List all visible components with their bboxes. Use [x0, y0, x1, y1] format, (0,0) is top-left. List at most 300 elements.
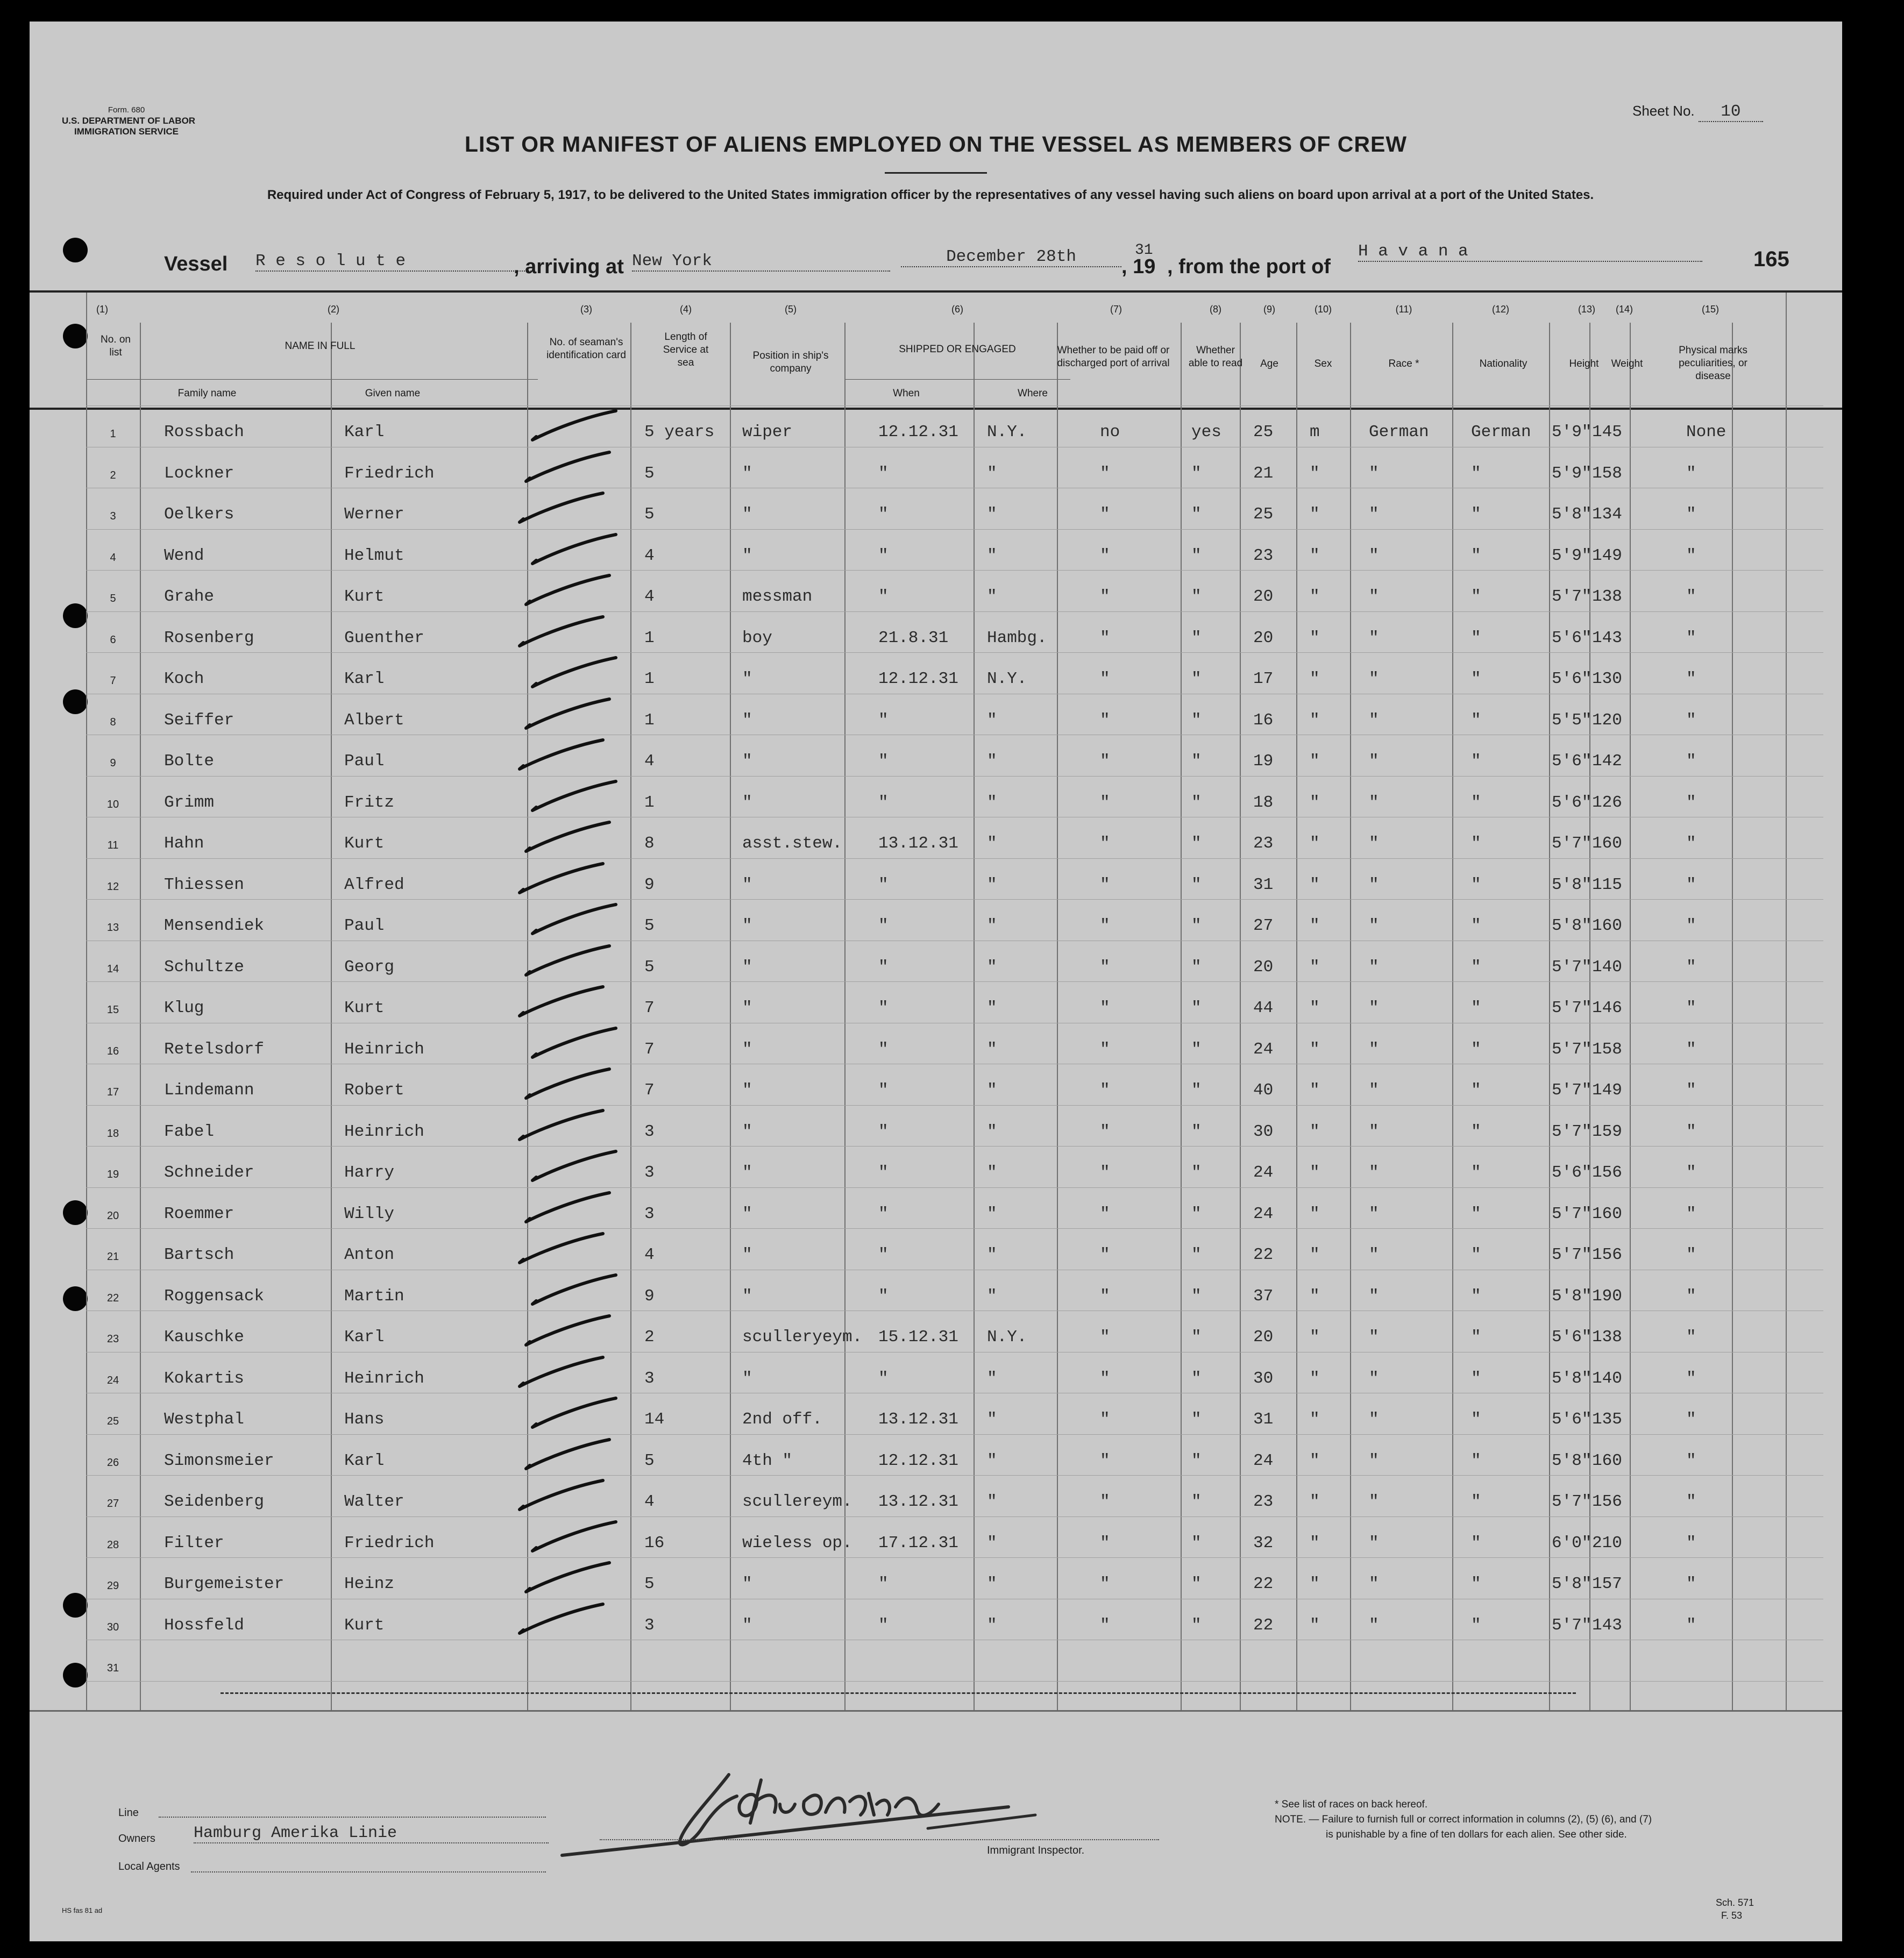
- punch-hole: [63, 1200, 88, 1225]
- owners-value: Hamburg Amerika Linie: [194, 1824, 549, 1843]
- punch-hole: [63, 238, 88, 262]
- weight-cell: 158: [1592, 1039, 1622, 1059]
- race-cell: ": [1369, 1615, 1379, 1635]
- weight-cell: 130: [1592, 670, 1622, 688]
- sex-cell: ": [1310, 1286, 1320, 1306]
- nationality-cell: ": [1471, 1286, 1481, 1306]
- given-name-cell: Kurt: [344, 587, 385, 606]
- row-number: 4: [110, 551, 116, 564]
- column-rule: [140, 323, 141, 1710]
- family-name-cell: Retelsdorf: [164, 1039, 265, 1059]
- form-f-number: F. 53: [1721, 1910, 1743, 1921]
- given-name-cell: Willy: [344, 1204, 395, 1223]
- column-rule: [1350, 323, 1351, 1710]
- nationality-cell: ": [1471, 670, 1481, 688]
- age-cell: 20: [1253, 1328, 1274, 1347]
- weight-cell: 160: [1592, 916, 1622, 935]
- family-name-cell: Kauschke: [164, 1328, 244, 1347]
- sex-cell: ": [1310, 793, 1320, 812]
- row-rule: [86, 1187, 1823, 1188]
- colnum-11: (11): [1395, 304, 1412, 315]
- col-weight: Weight: [1611, 358, 1643, 369]
- paid-off-cell: ": [1100, 1369, 1110, 1388]
- nationality-cell: ": [1471, 1369, 1481, 1388]
- height-cell: 5'7": [1552, 1122, 1592, 1141]
- row-number: 18: [106, 1127, 119, 1140]
- row-rule: [86, 1475, 1823, 1476]
- col-able-read: Whether able to read: [1188, 345, 1243, 369]
- shipped-when-cell: 12.12.31: [878, 1451, 958, 1470]
- able-read-cell: ": [1191, 1369, 1202, 1388]
- service-length-cell: 4: [644, 587, 655, 606]
- shipped-when-cell: ": [878, 1245, 889, 1264]
- row-number: 24: [106, 1374, 119, 1386]
- nationality-cell: ": [1471, 546, 1481, 565]
- shipped-when-cell: ": [878, 505, 889, 524]
- sex-cell: ": [1310, 628, 1320, 647]
- family-name-cell: Bartsch: [164, 1245, 235, 1264]
- able-read-cell: yes: [1191, 423, 1221, 442]
- age-cell: 25: [1253, 423, 1274, 442]
- shipped-where-cell: ": [987, 834, 997, 853]
- nationality-cell: ": [1471, 752, 1481, 771]
- age-cell: 19: [1253, 752, 1274, 771]
- paid-off-cell: ": [1100, 628, 1110, 647]
- check-mark-icon: [523, 696, 615, 734]
- paid-off-cell: ": [1100, 1575, 1110, 1593]
- race-cell: ": [1369, 752, 1379, 771]
- age-cell: 44: [1253, 999, 1274, 1017]
- service-length-cell: 4: [644, 1245, 655, 1264]
- physical-marks-cell: ": [1686, 875, 1696, 894]
- family-name-cell: Grahe: [164, 587, 215, 606]
- weight-cell: 149: [1592, 546, 1622, 565]
- nationality-cell: ": [1471, 1039, 1481, 1059]
- nationality-cell: ": [1471, 834, 1481, 853]
- row-number: 10: [106, 798, 119, 810]
- height-cell: 5'7": [1552, 1492, 1592, 1511]
- row-number: 31: [106, 1662, 119, 1674]
- given-name-cell: Robert: [344, 1081, 404, 1100]
- shipped-where-cell: ": [987, 1410, 997, 1429]
- given-name-cell: Albert: [344, 710, 404, 730]
- position-cell: ": [742, 1163, 752, 1182]
- able-read-cell: ": [1191, 1328, 1202, 1347]
- shipped-when-cell: ": [878, 1163, 889, 1182]
- height-cell: 5'6": [1552, 670, 1592, 688]
- weight-cell: 134: [1592, 505, 1622, 524]
- position-cell: ": [742, 999, 752, 1017]
- age-cell: 30: [1253, 1369, 1274, 1388]
- able-read-cell: ": [1191, 916, 1202, 935]
- age-cell: 30: [1253, 1122, 1274, 1141]
- sheet-number: 10: [1699, 102, 1763, 122]
- vessel-name: R e s o l u t e: [255, 252, 535, 272]
- shipped-when-cell: ": [878, 1081, 889, 1100]
- sex-cell: ": [1310, 505, 1320, 524]
- check-mark-icon: [523, 1560, 615, 1597]
- position-cell: ": [742, 546, 752, 565]
- shipped-when-cell: 13.12.31: [878, 834, 958, 853]
- shipped-when-cell: ": [878, 1122, 889, 1141]
- col-shipped: SHIPPED OR ENGAGED: [899, 344, 1016, 355]
- column-rule: [1732, 323, 1733, 1710]
- paid-off-cell: ": [1100, 752, 1110, 771]
- race-cell: ": [1369, 1451, 1379, 1470]
- row-number: 11: [107, 839, 119, 851]
- family-name-cell: Burgemeister: [164, 1575, 285, 1593]
- paid-off-cell: ": [1100, 1492, 1110, 1511]
- race-cell: ": [1369, 710, 1379, 730]
- row-number: 3: [110, 510, 116, 522]
- age-cell: 24: [1253, 1039, 1274, 1059]
- service-length-cell: 5: [644, 1451, 655, 1470]
- race-cell: ": [1369, 1039, 1379, 1059]
- family-name-cell: Seiffer: [164, 710, 235, 730]
- weight-cell: 157: [1592, 1575, 1622, 1593]
- col-family-name: Family name: [177, 388, 237, 399]
- age-cell: 20: [1253, 628, 1274, 647]
- inspector-line: [600, 1839, 1159, 1840]
- age-cell: 23: [1253, 834, 1274, 853]
- weight-cell: 160: [1592, 1204, 1622, 1223]
- weight-cell: 149: [1592, 1081, 1622, 1100]
- family-name-cell: Schultze: [164, 957, 244, 977]
- nationality-cell: ": [1471, 1410, 1481, 1429]
- service-length-cell: 1: [644, 710, 655, 730]
- nationality-cell: ": [1471, 957, 1481, 977]
- column-rule: [1240, 323, 1241, 1710]
- family-name-cell: Schneider: [164, 1163, 254, 1182]
- paid-off-cell: ": [1100, 710, 1110, 730]
- sex-cell: ": [1310, 546, 1320, 565]
- row-rule: [86, 405, 1823, 406]
- races-note: * See list of races on back hereof.: [1275, 1799, 1428, 1810]
- service-length-cell: 4: [644, 546, 655, 565]
- height-cell: 5'8": [1552, 875, 1592, 894]
- col-given-name: Given name: [365, 388, 421, 399]
- check-mark-icon: [530, 1025, 621, 1063]
- shipped-when-cell: ": [878, 546, 889, 565]
- sex-cell: ": [1310, 1163, 1320, 1182]
- race-cell: ": [1369, 1575, 1379, 1593]
- age-cell: 17: [1253, 670, 1274, 688]
- service-length-cell: 3: [644, 1204, 655, 1223]
- nationality-cell: ": [1471, 1533, 1481, 1553]
- given-name-cell: Karl: [344, 1328, 385, 1347]
- able-read-cell: ": [1191, 793, 1202, 812]
- shipped-when-cell: 13.12.31: [878, 1492, 958, 1511]
- row-number: 26: [106, 1456, 119, 1469]
- form-number: Form. 680: [108, 105, 145, 115]
- shipped-where-cell: ": [987, 1081, 997, 1100]
- shipped-where-cell: ": [987, 875, 997, 894]
- able-read-cell: ": [1191, 1533, 1202, 1553]
- paid-off-cell: ": [1100, 916, 1110, 935]
- owners-label: Owners: [118, 1833, 155, 1845]
- family-name-cell: Rosenberg: [164, 628, 254, 647]
- shipped-where-cell: ": [987, 793, 997, 812]
- height-cell: 5'6": [1552, 1163, 1592, 1182]
- family-name-cell: Klug: [164, 999, 204, 1017]
- service-length-cell: 8: [644, 834, 655, 853]
- sex-cell: ": [1310, 1615, 1320, 1635]
- name-subheader-line: [86, 379, 538, 380]
- service-length-cell: 3: [644, 1122, 655, 1141]
- position-cell: boy: [742, 628, 772, 647]
- column-rule: [1181, 323, 1182, 1710]
- position-cell: ": [742, 1081, 752, 1100]
- position-cell: ": [742, 1039, 752, 1059]
- weight-cell: 145: [1592, 423, 1622, 442]
- nationality-cell: ": [1471, 1575, 1481, 1593]
- row-rule: [86, 776, 1823, 777]
- shipped-when-cell: 12.12.31: [878, 423, 958, 442]
- sheet-number-field: [1632, 102, 1763, 122]
- shipped-where-cell: ": [987, 1039, 997, 1059]
- weight-cell: 120: [1592, 710, 1622, 730]
- race-cell: ": [1369, 587, 1379, 606]
- row-rule: [86, 1434, 1823, 1435]
- page-title: LIST OR MANIFEST OF ALIENS EMPLOYED ON THE VESSEL AS MEMBERS OF CREW: [464, 132, 1408, 156]
- sex-cell: m: [1310, 423, 1320, 442]
- race-cell: ": [1369, 1369, 1379, 1388]
- shipped-when-cell: ": [878, 710, 889, 730]
- paid-off-cell: ": [1100, 1615, 1110, 1635]
- col-paid-off: Whether to be paid off or discharged port of arrival: [1057, 345, 1170, 369]
- check-mark-icon: [530, 1519, 621, 1556]
- age-cell: 25: [1253, 505, 1274, 524]
- paid-off-cell: ": [1100, 793, 1110, 812]
- colnum-14: (14): [1615, 304, 1633, 315]
- sex-cell: ": [1310, 1245, 1320, 1264]
- col-name-in-full: NAME IN FULL: [285, 340, 356, 352]
- colnum-2: (2): [328, 304, 339, 315]
- row-rule: [86, 529, 1823, 530]
- check-mark-icon: [530, 531, 621, 569]
- paid-off-cell: ": [1100, 505, 1110, 524]
- race-cell: ": [1369, 464, 1379, 483]
- height-cell: 5'9": [1552, 546, 1592, 565]
- family-name-cell: Kokartis: [164, 1369, 244, 1388]
- shipped-where-cell: ": [987, 464, 997, 483]
- check-mark-icon: [517, 984, 608, 1021]
- nationality-cell: ": [1471, 505, 1481, 524]
- race-cell: ": [1369, 1410, 1379, 1429]
- age-cell: 31: [1253, 1410, 1274, 1429]
- physical-marks-cell: ": [1686, 505, 1696, 524]
- shipped-where-cell: ": [987, 710, 997, 730]
- given-name-cell: Werner: [344, 505, 404, 524]
- service-length-cell: 5: [644, 1575, 655, 1593]
- row-number: 8: [110, 716, 116, 728]
- paid-off-cell: ": [1100, 1122, 1110, 1141]
- race-cell: ": [1369, 670, 1379, 688]
- age-cell: 24: [1253, 1204, 1274, 1223]
- stamp-number: 165: [1753, 247, 1789, 271]
- service-length-cell: 9: [644, 1286, 655, 1306]
- check-mark-icon: [517, 1354, 608, 1392]
- paid-off-cell: ": [1100, 1328, 1110, 1347]
- row-rule: [86, 1557, 1823, 1558]
- check-mark-icon: [530, 1148, 621, 1186]
- race-cell: ": [1369, 1204, 1379, 1223]
- column-rule: [974, 323, 975, 1710]
- title-underline: [885, 172, 987, 174]
- paid-off-cell: ": [1100, 957, 1110, 977]
- given-name-cell: Heinrich: [344, 1039, 424, 1059]
- age-cell: 23: [1253, 1492, 1274, 1511]
- able-read-cell: ": [1191, 546, 1202, 565]
- nationality-cell: ": [1471, 464, 1481, 483]
- able-read-cell: ": [1191, 1081, 1202, 1100]
- shipped-when-cell: ": [878, 957, 889, 977]
- given-name-cell: Karl: [344, 670, 385, 688]
- physical-marks-cell: ": [1686, 916, 1696, 935]
- able-read-cell: ": [1191, 628, 1202, 647]
- shipped-where-cell: N.Y.: [987, 1328, 1027, 1347]
- age-cell: 40: [1253, 1081, 1274, 1100]
- punch-hole: [63, 1663, 88, 1688]
- family-name-cell: Mensendiek: [164, 916, 265, 935]
- physical-marks-cell: ": [1686, 587, 1696, 606]
- shipped-where-cell: ": [987, 587, 997, 606]
- col-seaman-card: No. of seaman's identification card: [546, 337, 626, 361]
- colnum-3: (3): [580, 304, 592, 315]
- check-mark-icon: [530, 901, 621, 939]
- weight-cell: 143: [1592, 628, 1622, 647]
- nationality-cell: ": [1471, 1492, 1481, 1511]
- column-rule: [1057, 323, 1058, 1710]
- race-cell: ": [1369, 628, 1379, 647]
- nationality-cell: ": [1471, 628, 1481, 647]
- given-name-cell: Heinz: [344, 1575, 395, 1593]
- able-read-cell: ": [1191, 505, 1202, 524]
- shipped-subheader-line: [844, 379, 1070, 380]
- punch-hole: [63, 1286, 88, 1311]
- shipped-where-cell: N.Y.: [987, 423, 1027, 442]
- shipped-when-cell: ": [878, 752, 889, 771]
- height-cell: 5'7": [1552, 587, 1592, 606]
- weight-cell: 138: [1592, 1328, 1622, 1347]
- paid-off-cell: ": [1100, 546, 1110, 565]
- nationality-cell: German: [1471, 423, 1531, 442]
- row-number: 30: [106, 1621, 119, 1633]
- physical-marks-cell: ": [1686, 1122, 1696, 1141]
- able-read-cell: ": [1191, 752, 1202, 771]
- shipped-where-cell: ": [987, 1492, 997, 1511]
- given-name-cell: Martin: [344, 1286, 404, 1306]
- colnum-6: (6): [951, 304, 963, 315]
- weight-cell: 138: [1592, 587, 1622, 606]
- physical-marks-cell: None: [1686, 423, 1727, 442]
- weight-cell: 126: [1592, 793, 1622, 812]
- race-cell: ": [1369, 1533, 1379, 1553]
- sex-cell: ": [1310, 1081, 1320, 1100]
- race-cell: ": [1369, 1492, 1379, 1511]
- shipped-when-cell: ": [878, 1575, 889, 1593]
- colnum-1: (1): [96, 304, 108, 315]
- row-number: 14: [106, 963, 119, 975]
- check-mark-icon: [530, 408, 621, 445]
- physical-marks-cell: ": [1686, 1451, 1696, 1470]
- height-cell: 5'8": [1552, 1575, 1592, 1593]
- sex-cell: ": [1310, 464, 1320, 483]
- colnum-7: (7): [1110, 304, 1122, 315]
- sex-cell: ": [1310, 752, 1320, 771]
- given-name-cell: Anton: [344, 1245, 395, 1264]
- paid-off-cell: ": [1100, 1245, 1110, 1264]
- physical-marks-cell: ": [1686, 1204, 1696, 1223]
- able-read-cell: ": [1191, 1122, 1202, 1141]
- given-name-cell: Alfred: [344, 875, 404, 894]
- able-read-cell: ": [1191, 1575, 1202, 1593]
- age-cell: 31: [1253, 875, 1274, 894]
- service-length-cell: 9: [644, 875, 655, 894]
- family-name-cell: Hossfeld: [164, 1615, 244, 1635]
- colnum-15: (15): [1701, 304, 1719, 315]
- shipped-where-cell: ": [987, 1122, 997, 1141]
- nationality-cell: ": [1471, 793, 1481, 812]
- sex-cell: ": [1310, 1533, 1320, 1553]
- row-number: 27: [106, 1498, 119, 1510]
- weight-cell: 210: [1592, 1533, 1622, 1553]
- check-mark-icon: [517, 1601, 608, 1639]
- check-mark-icon: [517, 614, 608, 651]
- row-number: 25: [106, 1415, 119, 1427]
- family-name-cell: Thiessen: [164, 875, 244, 894]
- shipped-when-cell: ": [878, 1286, 889, 1306]
- race-cell: ": [1369, 834, 1379, 853]
- service-length-cell: 3: [644, 1163, 655, 1182]
- punch-hole: [63, 689, 88, 714]
- race-cell: ": [1369, 1163, 1379, 1182]
- shipped-where-cell: ": [987, 1286, 997, 1306]
- shipped-when-cell: ": [878, 1615, 889, 1635]
- colnum-12: (12): [1491, 304, 1509, 315]
- height-cell: 5'8": [1552, 505, 1592, 524]
- check-mark-icon: [523, 1066, 615, 1103]
- physical-marks-cell: ": [1686, 1163, 1696, 1182]
- race-cell: ": [1369, 999, 1379, 1017]
- nationality-cell: ": [1471, 875, 1481, 894]
- paid-off-cell: ": [1100, 1081, 1110, 1100]
- paid-off-cell: ": [1100, 875, 1110, 894]
- race-cell: ": [1369, 505, 1379, 524]
- shipped-when-cell: ": [878, 1039, 889, 1059]
- height-cell: 5'9": [1552, 464, 1592, 483]
- row-rule: [86, 899, 1823, 900]
- height-cell: 5'7": [1552, 1039, 1592, 1059]
- physical-marks-cell: ": [1686, 1410, 1696, 1429]
- service-length-cell: 5 years: [644, 423, 715, 442]
- nationality-cell: ": [1471, 1163, 1481, 1182]
- col-age: Age: [1260, 358, 1278, 369]
- position-cell: ": [742, 505, 752, 524]
- shipped-where-cell: ": [987, 752, 997, 771]
- family-name-cell: Seidenberg: [164, 1492, 265, 1511]
- check-mark-icon: [530, 1272, 621, 1309]
- colnum-10: (10): [1314, 304, 1332, 315]
- column-rule: [1549, 323, 1550, 1710]
- physical-marks-cell: ": [1686, 670, 1696, 688]
- shipped-when-cell: ": [878, 916, 889, 935]
- sex-cell: ": [1310, 1575, 1320, 1593]
- weight-cell: 140: [1592, 1369, 1622, 1388]
- weight-cell: 159: [1592, 1122, 1622, 1141]
- col-no-on-list: No. on list: [101, 334, 131, 358]
- row-rule: [86, 858, 1823, 859]
